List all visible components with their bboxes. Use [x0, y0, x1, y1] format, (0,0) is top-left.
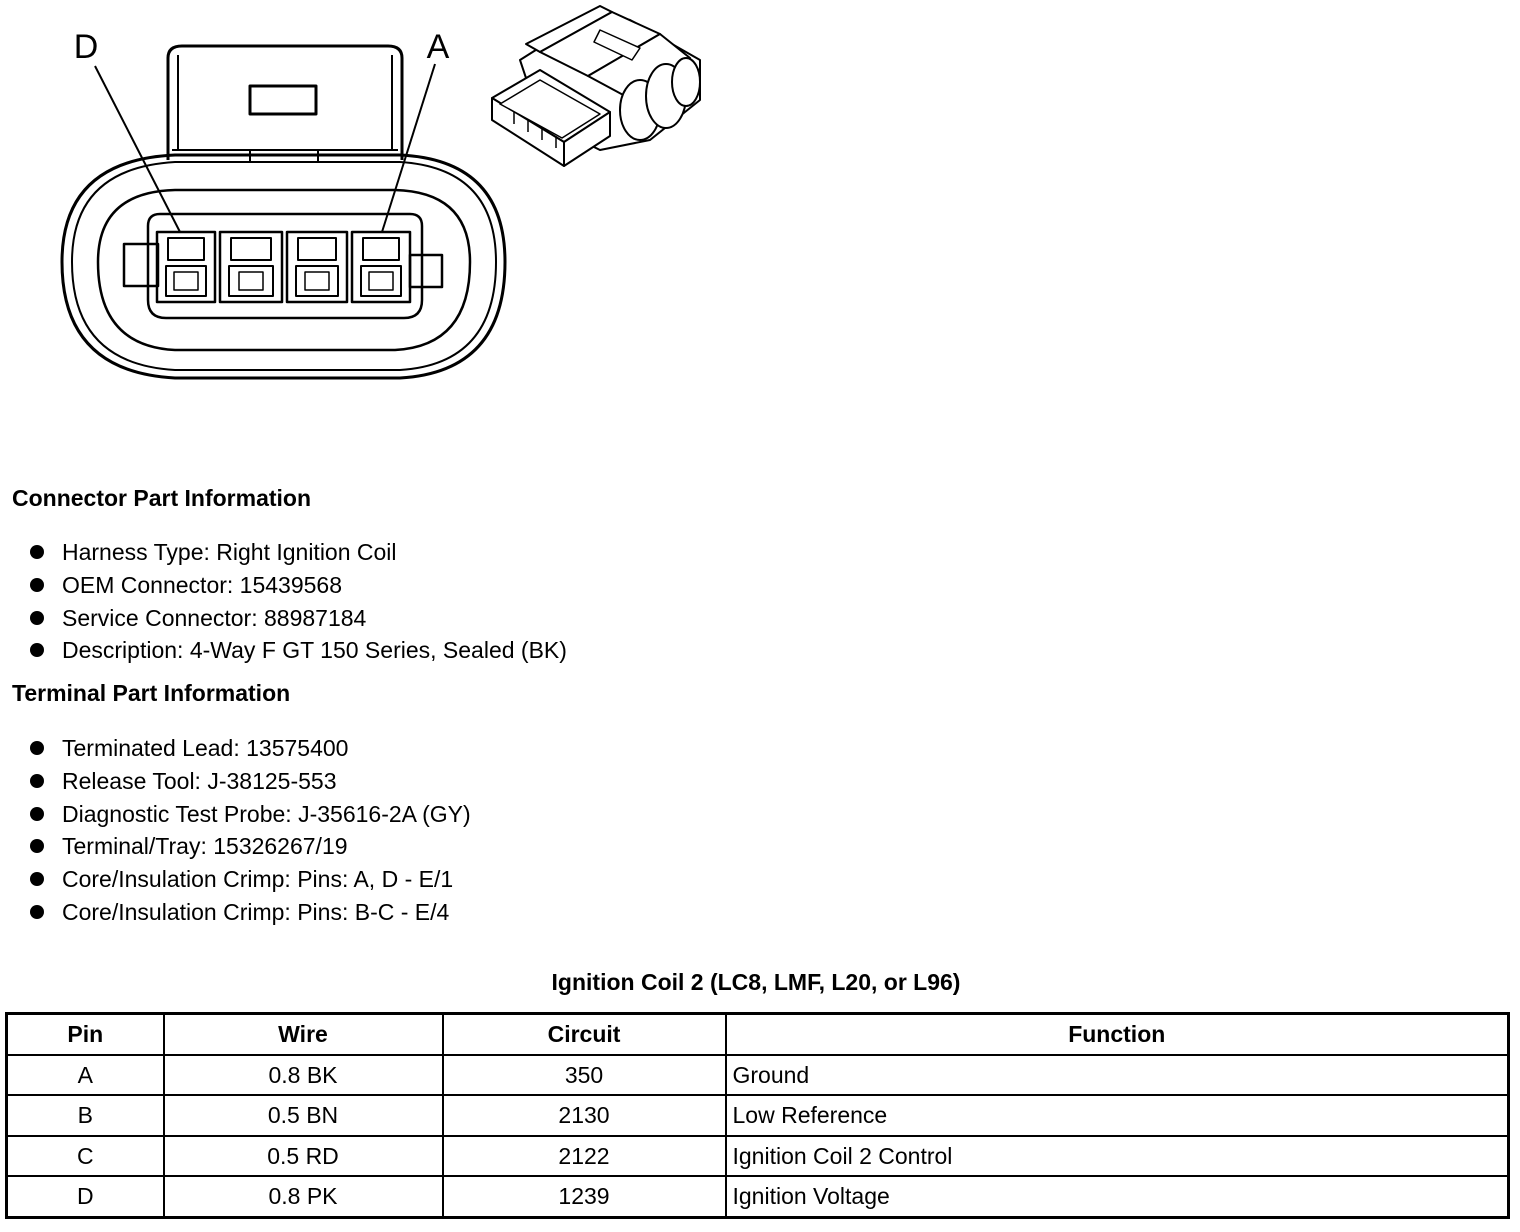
header-function: Function: [726, 1014, 1509, 1055]
header-circuit: Circuit: [443, 1014, 726, 1055]
pin-table-title: Ignition Coil 2 (LC8, LMF, L20, or L96): [551, 969, 961, 995]
connector-outer-body: [62, 155, 505, 378]
header-wire: Wire: [164, 1014, 443, 1055]
cell-function: Ground: [726, 1055, 1509, 1096]
bullet-icon: [30, 545, 44, 559]
list-item: Terminated Lead: 13575400: [28, 732, 471, 765]
header-pin: Pin: [7, 1014, 164, 1055]
latch-window: [250, 86, 316, 114]
connector-latch: [168, 46, 402, 160]
cell-function: Ignition Voltage: [726, 1176, 1509, 1217]
table-row: [7, 1095, 1509, 1136]
cell-circuit: 350: [443, 1055, 726, 1096]
list-item: Core/Insulation Crimp: Pins: A, D - E/1: [28, 863, 471, 896]
pin-table: [5, 1012, 1510, 1219]
cell-function: Low Reference: [726, 1095, 1509, 1136]
bullet-icon: [30, 578, 44, 592]
list-item: Harness Type: Right Ignition Coil: [28, 536, 567, 569]
cell-wire: 0.5 RD: [164, 1136, 443, 1177]
table-row: [7, 1136, 1509, 1177]
cell-wire: 0.8 PK: [164, 1176, 443, 1217]
pin-label-a: A: [426, 28, 450, 66]
leader-line-a: [382, 64, 435, 232]
connector-info-list: [28, 536, 567, 667]
connector-isometric-view: [492, 6, 700, 166]
bullet-icon: [30, 807, 44, 821]
list-item: Core/Insulation Crimp: Pins: B-C - E/4: [28, 896, 471, 929]
bullet-icon: [30, 905, 44, 919]
left-tab: [124, 244, 158, 286]
cell-pin: D: [7, 1176, 164, 1217]
list-item: OEM Connector: 15439568: [28, 569, 567, 602]
cell-wire: 0.5 BN: [164, 1095, 443, 1136]
cell-circuit: 2122: [443, 1136, 726, 1177]
cell-wire: 0.8 BK: [164, 1055, 443, 1096]
cell-circuit: 2130: [443, 1095, 726, 1136]
list-item: Service Connector: 88987184: [28, 602, 567, 635]
list-item: Description: 4-Way F GT 150 Series, Sealed (BK): [28, 634, 567, 667]
terminal-cavities: [157, 232, 410, 302]
terminal-info-list: [28, 732, 471, 929]
right-tab: [410, 255, 442, 287]
cell-function: Ignition Coil 2 Control: [726, 1136, 1509, 1177]
pin-label-d: D: [73, 28, 99, 66]
bullet-icon: [30, 872, 44, 886]
cell-pin: B: [7, 1095, 164, 1136]
bullet-icon: [30, 741, 44, 755]
bullet-icon: [30, 643, 44, 657]
connector-info-title: Connector Part Information: [12, 485, 312, 511]
cell-pin: C: [7, 1136, 164, 1177]
table-row: [7, 1176, 1509, 1217]
connector-diagram: [0, 0, 720, 400]
cell-pin: A: [7, 1055, 164, 1096]
list-item: Diagnostic Test Probe: J-35616-2A (GY): [28, 798, 471, 831]
bullet-icon: [30, 774, 44, 788]
list-item: Release Tool: J-38125-553: [28, 765, 471, 798]
cell-circuit: 1239: [443, 1176, 726, 1217]
terminal-info-title: Terminal Part Information: [12, 680, 291, 706]
list-item: Terminal/Tray: 15326267/19: [28, 830, 471, 863]
bullet-icon: [30, 611, 44, 625]
table-header-row: [7, 1014, 1509, 1055]
bullet-icon: [30, 839, 44, 853]
table-row: [7, 1055, 1509, 1096]
